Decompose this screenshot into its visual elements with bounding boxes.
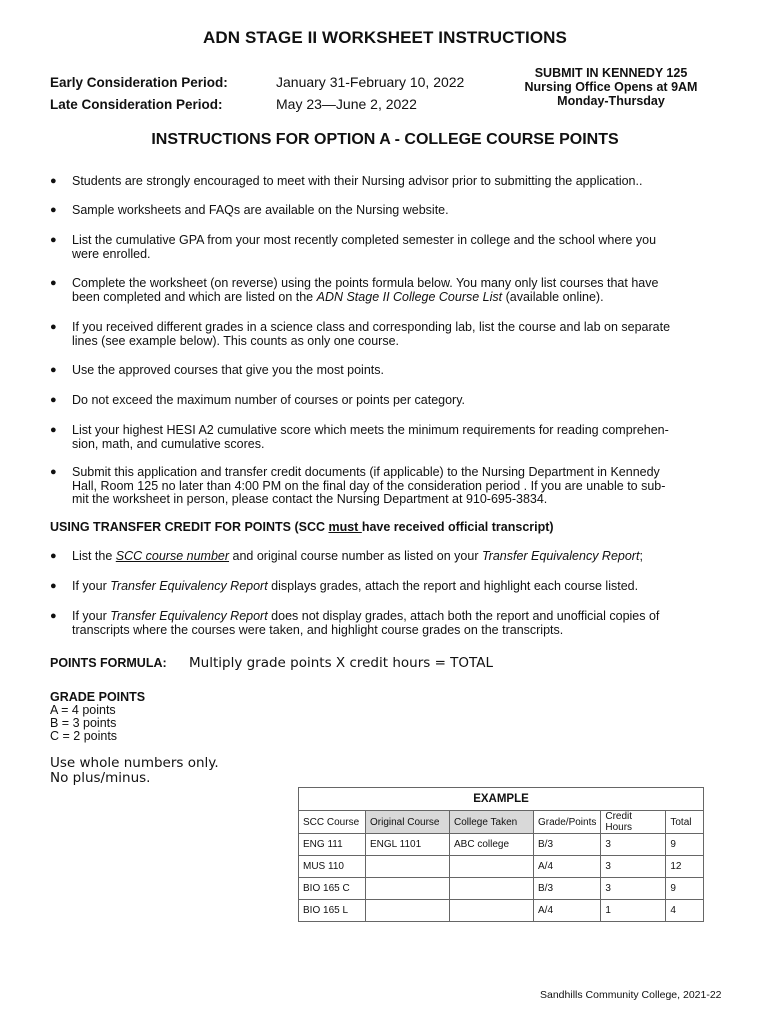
bullet-item: ● Do not exceed the maximum number of courses or points per category.: [50, 393, 466, 407]
bullet-item: ● List the cumulative GPA from your most recently completed semester in college and the school where you were enrolled.: [50, 233, 657, 261]
bullet-item: ● Use the approved courses that give you the most points.: [50, 363, 384, 377]
whole-numbers-note: Use whole numbers only. No plus/minus.: [50, 755, 219, 786]
table-row: MUS 110 A/4 3 12: [299, 856, 704, 878]
example-title: EXAMPLE: [299, 788, 704, 811]
bullet-icon: ●: [50, 204, 57, 216]
bullet-icon: ●: [50, 424, 57, 436]
bullet-icon: ●: [50, 234, 57, 246]
bullet-item: ● Complete the worksheet (on reverse) using the points formula below. You many only list courses that have been completed and which are listed on the ADN Stage II College Course List (available online).: [50, 276, 659, 304]
submit-line-1: SUBMIT IN KENNEDY 125: [534, 66, 688, 80]
bullet-item: ● Submit this application and transfer credit documents (if applicable) to the Nursing Department in Kennedy Hall, Room 125 no later than 4:00 PM on the final day of the consideration period . If you are unable to sub- mit the worksheet in person, please contact the Nursing Department at 910-695-3834.: [50, 465, 666, 506]
transfer-credit-heading: USING TRANSFER CREDIT FOR POINTS (SCC must have received official transcript): [50, 520, 554, 534]
early-period-dates: January 31-February 10, 2022: [276, 74, 465, 90]
bullet-icon: ●: [50, 277, 57, 289]
early-period-label: Early Consideration Period:: [50, 75, 228, 90]
bullet-item: ● If you received different grades in a science class and corresponding lab, list the course and lab on separate lines (see example below). This counts as only one course.: [50, 320, 671, 348]
grade-points-heading: GRADE POINTS: [50, 690, 146, 704]
bullet-icon: ●: [50, 550, 57, 562]
grade-point-item: B = 3 points: [50, 716, 117, 730]
bullet-icon: ●: [50, 175, 57, 187]
bullet-item: ● If your Transfer Equivalency Report does not display grades, attach both the report and unofficial copies of transcripts where the courses were taken, and highlight course grades on the transcripts.: [50, 609, 660, 637]
bullet-item: ● List your highest HESI A2 cumulative score which meets the minimum requirements for reading comprehen- sion, math, and cumulative scores.: [50, 423, 669, 451]
bullet-icon: ●: [50, 364, 57, 376]
table-row: ENG 111 ENGL 1101 ABC college B/3 3 9: [299, 834, 704, 856]
late-period-label: Late Consideration Period:: [50, 97, 223, 112]
table-row: BIO 165 L A/4 1 4: [299, 900, 704, 922]
bullet-item: ● If your Transfer Equivalency Report displays grades, attach the report and highlight each course listed.: [50, 579, 639, 593]
course-list-title: ADN Stage II College Course List: [316, 289, 503, 304]
points-formula-text: Multiply grade points X credit hours = TOTAL: [189, 655, 494, 671]
bullet-item: ● List the SCC course number and original course number as listed on your Transfer Equivalency Report;: [50, 549, 643, 563]
bullet-item: ● Students are strongly encouraged to meet with their Nursing advisor prior to submitting the application..: [50, 174, 643, 188]
bullet-icon: ●: [50, 321, 57, 333]
points-formula-label: POINTS FORMULA:: [50, 656, 167, 670]
bullet-icon: ●: [50, 394, 57, 406]
grade-point-item: C = 2 points: [50, 729, 118, 743]
bullet-item: ● Sample worksheets and FAQs are available on the Nursing website.: [50, 203, 449, 217]
grade-point-item: A = 4 points: [50, 703, 116, 717]
bullet-icon: ●: [50, 466, 57, 478]
footer-text: Sandhills Community College, 2021-22: [540, 989, 722, 1001]
late-period-dates: May 23—June 2, 2022: [276, 96, 417, 112]
submit-line-3: Monday-Thursday: [557, 94, 665, 108]
submit-line-2: Nursing Office Opens at 9AM: [524, 80, 698, 94]
table-header-row: SCC Course Original Course College Taken Grade/Points Credit Hours Total: [299, 811, 704, 834]
submit-location-note: [505, 66, 717, 108]
page-title: ADN STAGE II WORKSHEET INSTRUCTIONS: [203, 28, 567, 47]
option-a-heading: INSTRUCTIONS FOR OPTION A - COLLEGE COURSE POINTS: [151, 131, 619, 148]
table-row: BIO 165 C B/3 3 9: [299, 878, 704, 900]
grade-points-list: [50, 704, 117, 743]
bullet-icon: ●: [50, 580, 57, 592]
bullet-icon: ●: [50, 610, 57, 622]
example-table: [298, 787, 704, 922]
